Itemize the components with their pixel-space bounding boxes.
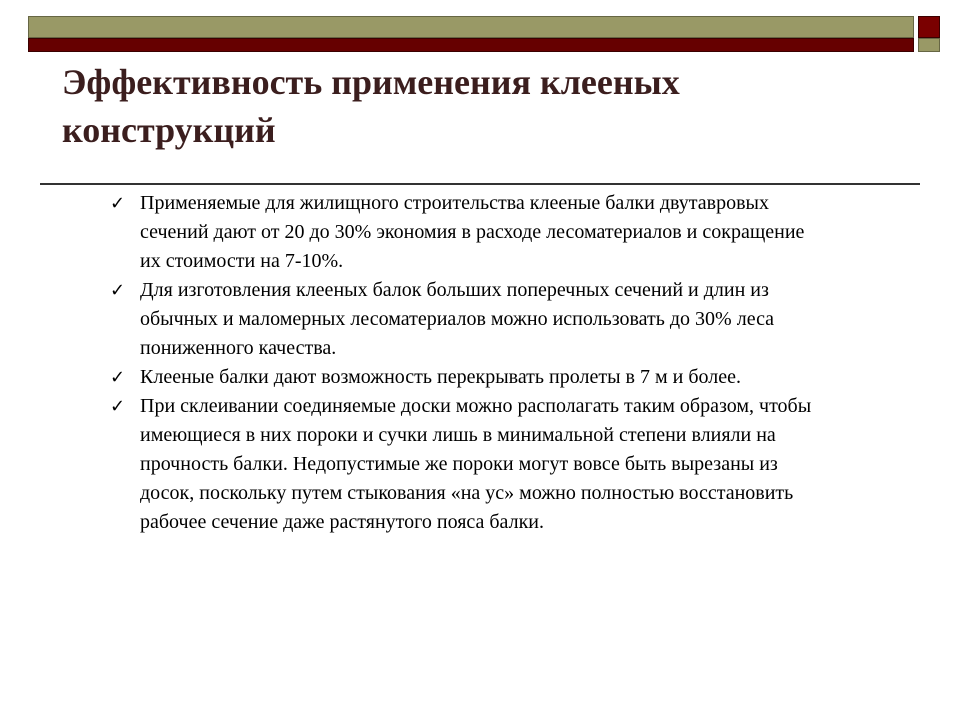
title-divider bbox=[40, 183, 920, 185]
corner-square-maroon bbox=[918, 16, 940, 38]
checkmark-icon: ✓ bbox=[110, 193, 126, 214]
bullet-item bbox=[108, 392, 828, 537]
bullet-item bbox=[108, 276, 828, 363]
bullet-text: Для изготовления клееных балок больших поперечных сечений и длин из обычных и маломерных лесоматериалов можно использовать до 30% леса пониженного качества. bbox=[140, 279, 775, 359]
checkmark-icon: ✓ bbox=[110, 367, 126, 388]
bullet-item bbox=[108, 189, 828, 276]
header-bar-maroon bbox=[28, 38, 914, 52]
bullet-item bbox=[108, 363, 828, 392]
bullet-text: При склеивании соединяемые доски можно располагать таким образом, чтобы имеющиеся в них пороки и сучки лишь в минимальной степени влияли на прочность балки. Недопустимые же пороки могут вовсе быть вырезаны из досок, поскольку путем стыкования «на ус» можно полностью восстановить рабочее сечение даже растянутого пояса балки. bbox=[140, 395, 812, 533]
corner-square-olive bbox=[918, 38, 940, 52]
checkmark-icon: ✓ bbox=[110, 280, 126, 301]
checkmark-icon: ✓ bbox=[110, 396, 126, 417]
header-bar-olive bbox=[28, 16, 914, 38]
bullet-text: Применяемые для жилищного строительства клееные балки двутавровых сечений дают от 20 до 30% экономия в расходе лесоматериалов и сокращение их стоимости на 7-10%. bbox=[140, 192, 805, 272]
bullet-text: Клееные балки дают возможность перекрывать пролеты в 7 м и более. bbox=[140, 366, 741, 388]
bullet-list bbox=[108, 189, 828, 537]
slide-title: Эффективность применения клееных конструкций bbox=[62, 62, 680, 150]
